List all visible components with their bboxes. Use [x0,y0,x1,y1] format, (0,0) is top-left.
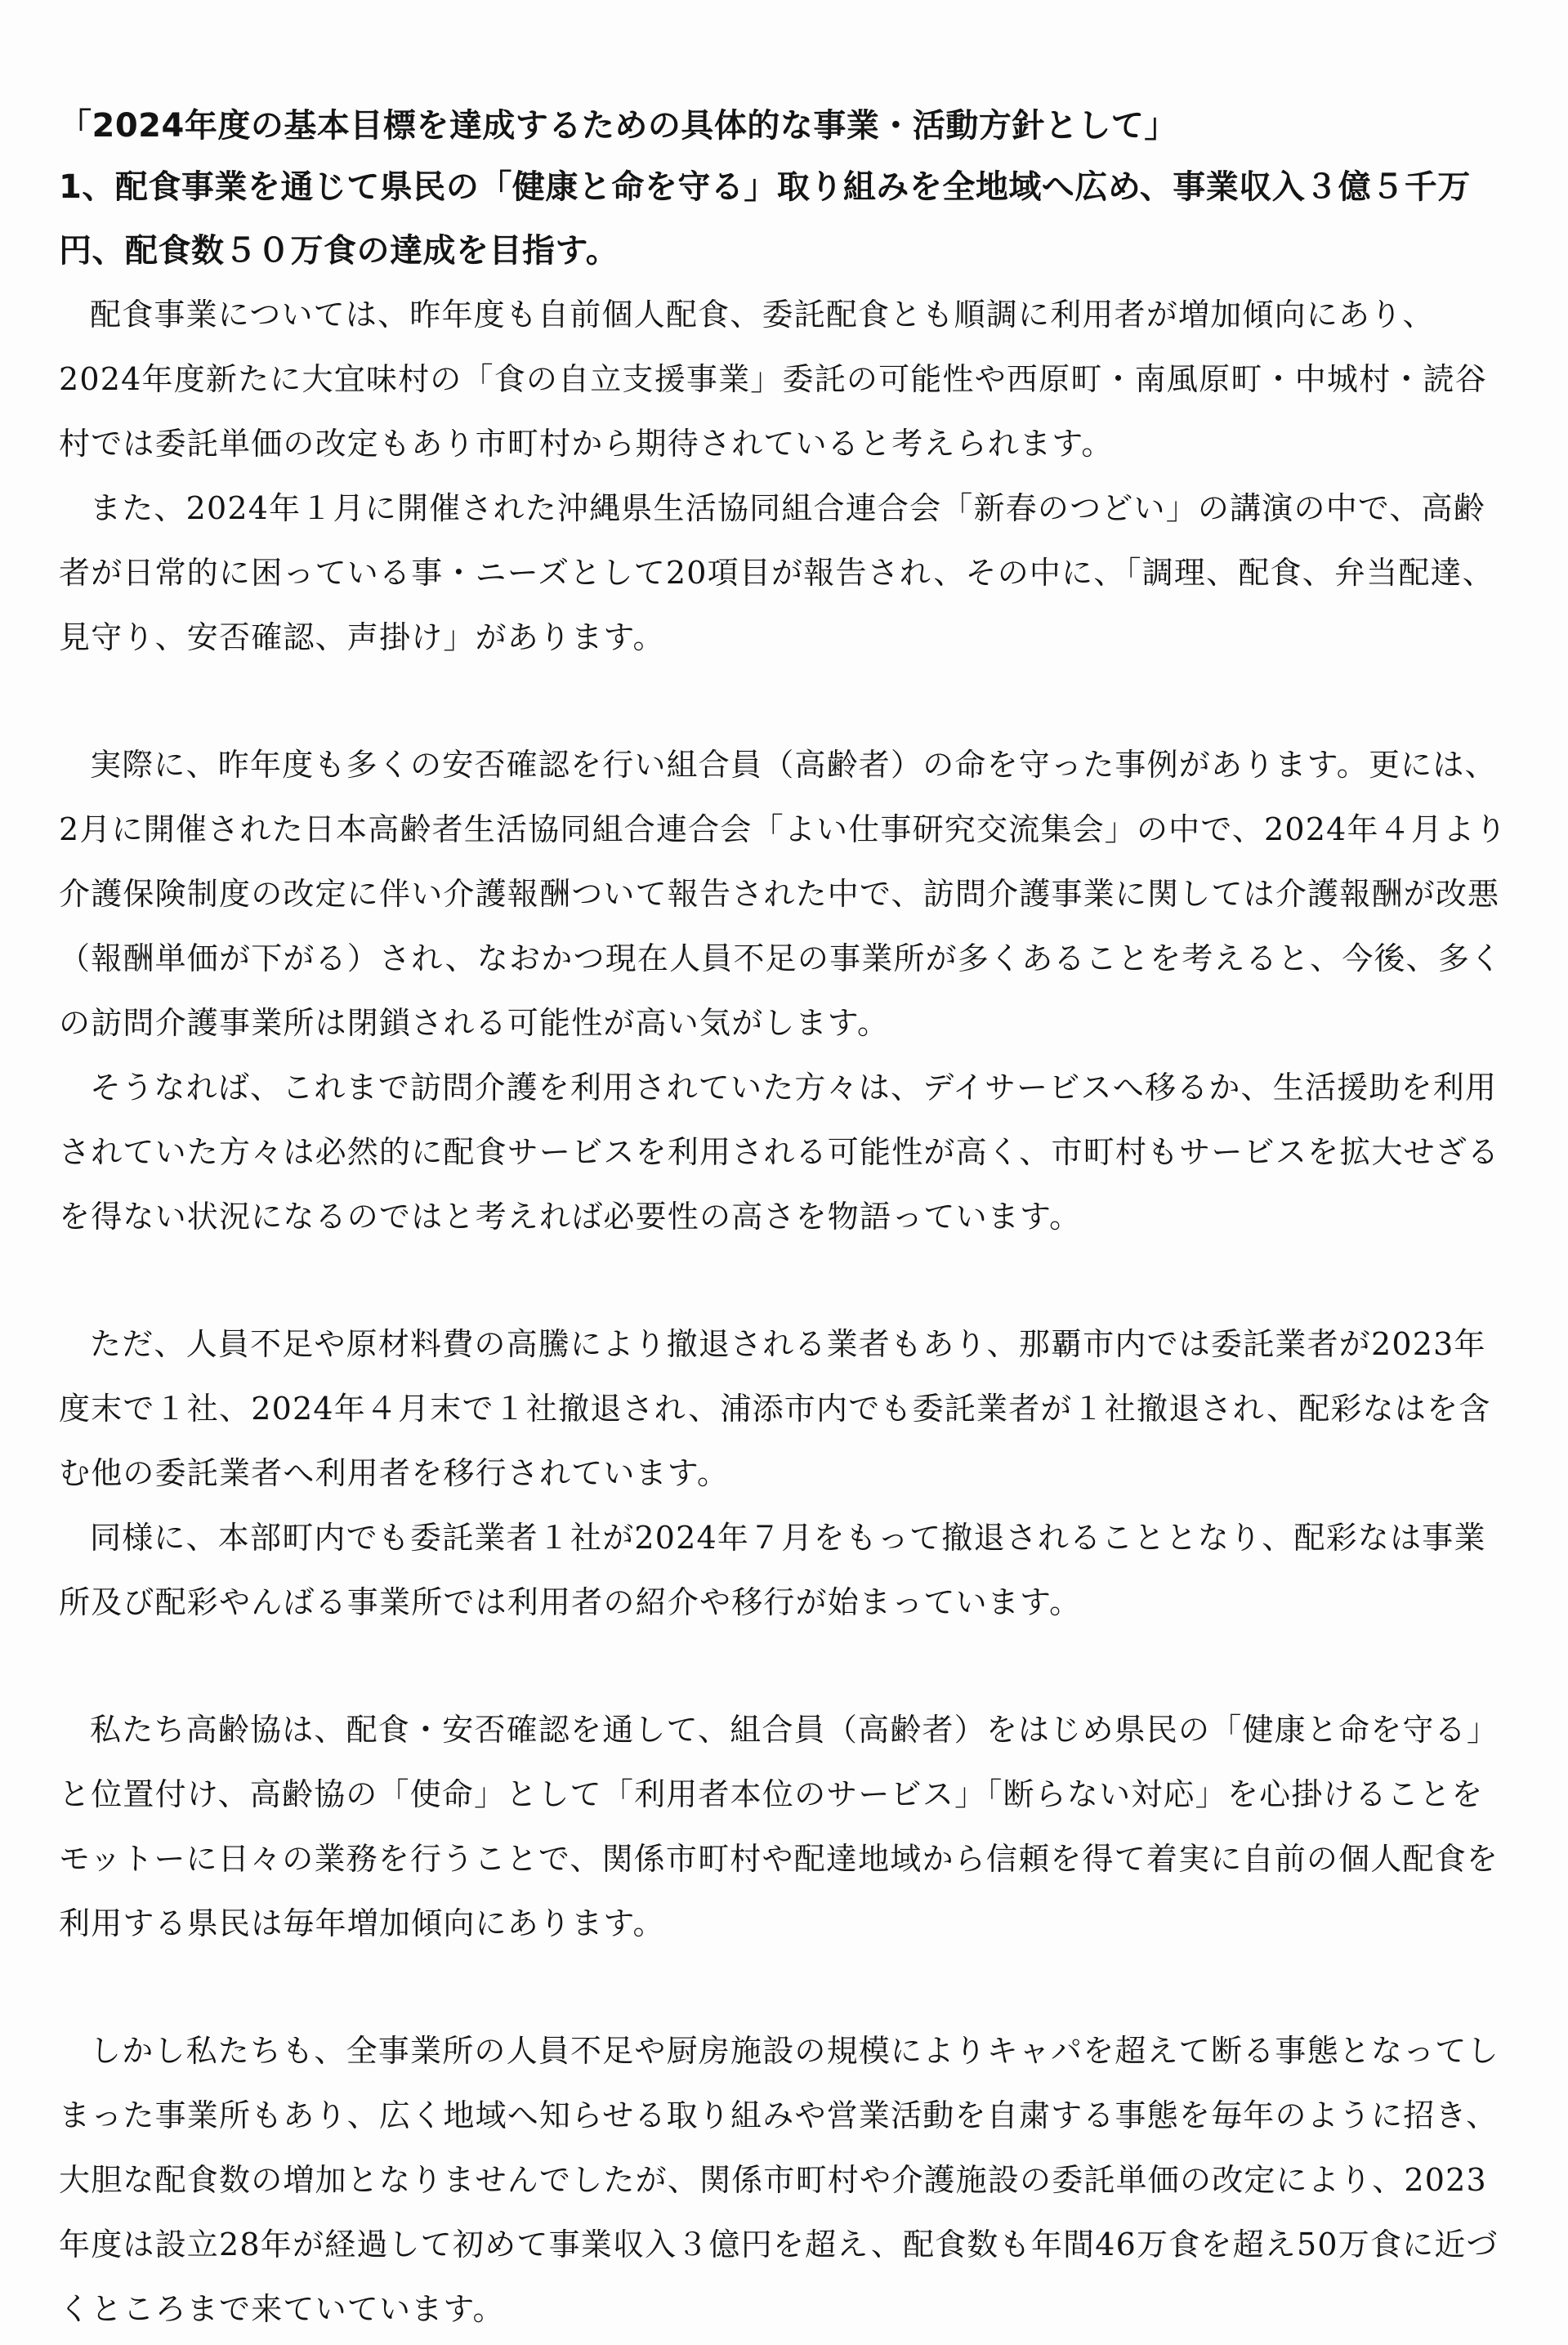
paragraph-new-year-lecture: また、2024年１月に開催された沖縄県生活協同組合連合会「新春のつどい」の講演の中で、高齢者が日常的に困っている事・ニーズとして20項目が報告され、その中に、「調理、配食、弁当配達、見守り、安否確認、声掛け」があります。 [59,490,1494,655]
paragraph-spacer [59,1956,1513,2019]
section-heading: 「2024年度の基本目標を達成するための具体的な事業・活動方針として」 [59,107,1177,145]
paragraph-motobu-transition: 同様に、本部町内でも委託業者１社が2024年７月をもって撤退されることとなり、配彩なは事業所及び配彩やんばる事業所では利用者の紹介や移行が始まっています。 [59,1520,1486,1620]
paragraph-spacer [59,1635,1513,1698]
paragraph-safety-checks: 実際に、昨年度も多くの安否確認を行い組合員（高齢者）の命を守った事例があります。更には、2月に開催された日本高齢者生活協同組合連合会「よい仕事研究交流集会」の中で、2024年４月より介護保険制度の改定に伴い介護報酬ついて報告された中で、訪問介護事業に関しては介護報酬が改悪（報酬単価が下がる）され、なおかつ現在人員不足の事業所が多くあることを考えると、今後、多くの訪問介護事業所は閉鎖される可能性が高い気がします。 [59,747,1508,1041]
paragraph-capacity-results: しかし私たちも、全事業所の人員不足や厨房施設の規模によりキャパを超えて断る事態となってしまった事業所もあり、広く地域へ知らせる取り組みや営業活動を自粛する事態を毎年のように招き、大胆な配食数の増加となりませんでしたが、関係市町村や介護施設の委託単価の改定により、2023年度は設立28年が経過して初めて事業収入３億円を超え、配食数も年間46万食を超え50万食に近づくところまで来ていています。 [59,2033,1499,2327]
paragraph-spacer [59,670,1513,733]
paragraph-meal-service-overview: 配食事業については、昨年度も自前個人配食、委託配食とも順調に利用者が増加傾向にあり、2024年度新たに大宜味村の「食の自立支援事業」委託の可能性や西原町・南風原町・中城村・読谷村では委託単価の改定もあり市町村から期待されていると考えられます。 [59,297,1487,462]
paragraph-contractor-withdrawal: ただ、人員不足や原材料費の高騰により撤退される業者もあり、那覇市内では委託業者が2023年度末で１社、2024年４月末で１社撤退され、浦添市内でも委託業者が１社撤退され、配彩なはを含む他の委託業者へ利用者を移行されています。 [59,1326,1491,1491]
document-body [59,96,1513,2342]
goal-heading: 1、配食事業を通じて県民の「健康と命を守る」取り組みを全地域へ広め、事業収入３億５千万円、配食数５０万食の達成を目指す。 [59,168,1471,270]
paragraph-spacer [59,1249,1513,1312]
paragraph-mission: 私たち高齢協は、配食・安否確認を通して、組合員（高齢者）をはじめ県民の「健康と命を守る」と位置付け、高齢協の「使命」として「利用者本位のサービス」「断らない対応」を心掛けることをモットーに日々の業務を行うことで、関係市町村や配達地域から信頼を得て着実に自前の個人配食を利用する県民は毎年増加傾向にあります。 [59,1712,1499,1941]
paragraph-service-expansion: そうなれば、これまで訪問介護を利用されていた方々は、デイサービスへ移るか、生活援助を利用されていた方々は必然的に配食サービスを利用される可能性が高く、市町村もサービスを拡大せざるを得ない状況になるのではと考えれば必要性の高さを物語っています。 [59,1070,1500,1235]
